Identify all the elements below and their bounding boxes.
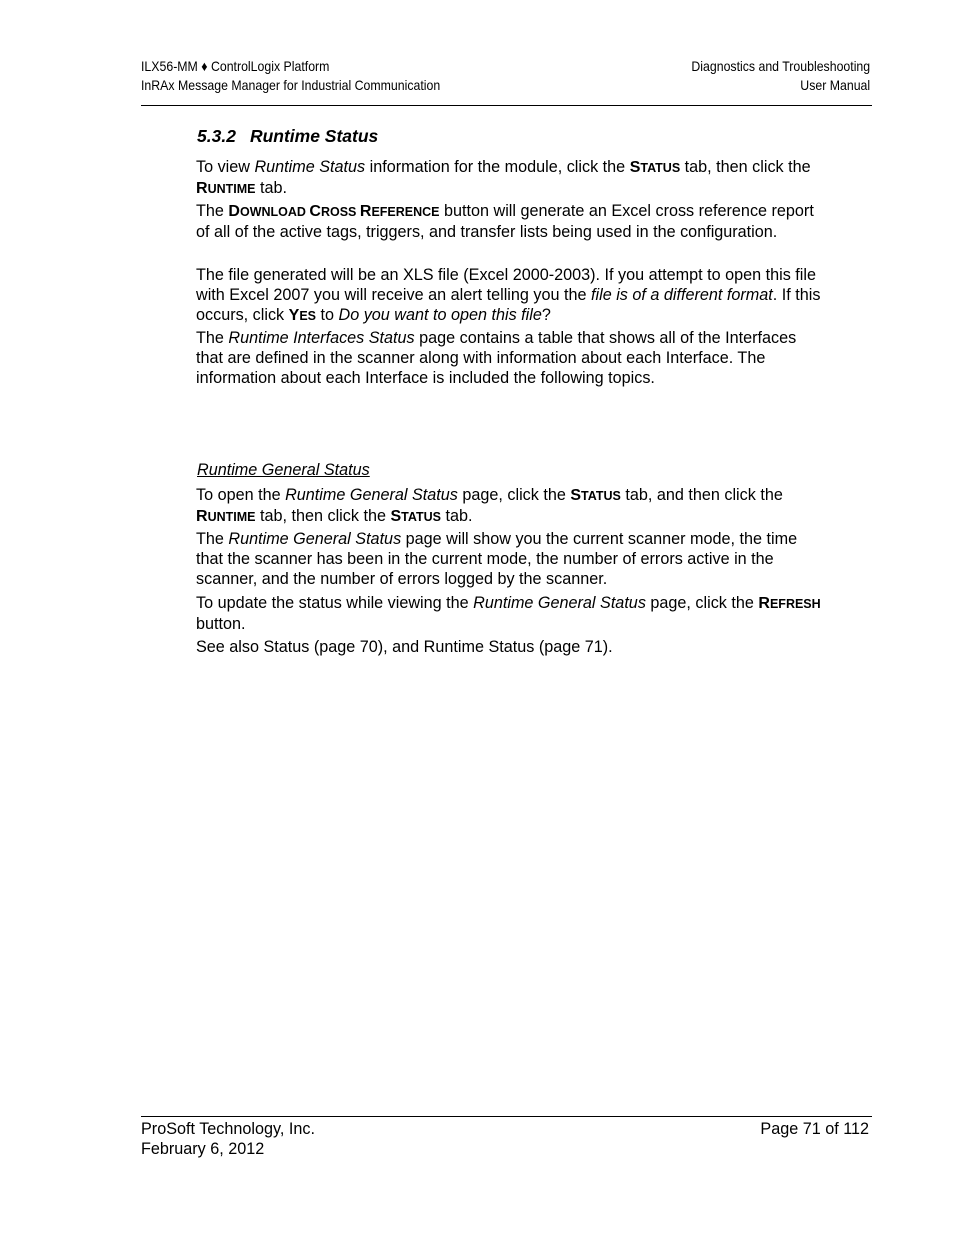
page-header-right: [691, 57, 870, 95]
runtime-tab-ref: RUNTIME: [196, 180, 256, 197]
paragraph-view-runtime-status: To view Runtime Status information for the module, click the STATUS tab, then click the RUNTIME tab.: [196, 158, 811, 197]
paragraph-runtime-interfaces: The Runtime Interfaces Status page contains a table that shows all of the Interfaces that are defined in the scanner along with information about each Interface. The information about each Interface is included the following topics.: [196, 329, 797, 387]
header-divider: [141, 105, 872, 106]
paragraph-download-cross-reference: The DOWNLOAD CROSS REFERENCE button will generate an Excel cross reference report of all of the active tags, triggers, and transfer lists being used in the configuration.: [196, 202, 814, 241]
footer-date: February 6, 2012: [141, 1140, 265, 1158]
header-product-name: InRAx Message Manager for Industrial Communication: [141, 77, 441, 93]
section-heading: [197, 126, 378, 147]
header-manual-type: User Manual: [800, 77, 870, 93]
status-tab-ref: STATUS: [390, 508, 441, 525]
paragraph-xls-file: The file generated will be an XLS file (Excel 2000-2003). If you attempt to open this file with Excel 2007 you will receive an alert telling you the file is of a different format. If this occurs, click YES to Do you want to open this file?: [196, 266, 821, 324]
runtime-tab-ref: RUNTIME: [196, 508, 256, 525]
header-chapter: Diagnostics and Troubleshooting: [691, 58, 870, 74]
section-number: 5.3.2: [197, 126, 236, 146]
footer-company: ProSoft Technology, Inc.: [141, 1120, 315, 1138]
paragraph-refresh: To update the status while viewing the Runtime General Status page, click the REFRESH button.: [196, 594, 821, 633]
status-tab-ref: STATUS: [570, 487, 621, 504]
page-number: Page 71 of 112: [760, 1120, 869, 1138]
header-product-line: ILX56-MM ♦ ControlLogix Platform: [141, 58, 330, 74]
page-header-left: [141, 57, 440, 95]
yes-button-ref: YES: [288, 307, 317, 324]
subheading-runtime-general-status: Runtime General Status: [197, 461, 370, 479]
paragraph-general-status-description: The Runtime General Status page will show you the current scanner mode, the time that the scanner has been in the current mode, the number of errors active in the scanner, and the number of errors logged by the scanner.: [196, 530, 798, 588]
section-title: Runtime Status: [249, 126, 379, 146]
page-footer-left: [141, 1119, 315, 1159]
footer-divider: [141, 1116, 872, 1117]
paragraph-open-general-status: To open the Runtime General Status page, click the STATUS tab, and then click the RUNTIME tab, then click the STATUS tab.: [196, 486, 783, 525]
download-cross-reference-button-ref: DOWNLOAD CROSS REFERENCE: [228, 203, 440, 220]
refresh-button-ref: REFRESH: [758, 595, 821, 612]
status-tab-ref: STATUS: [629, 159, 681, 176]
paragraph-see-also: See also Status (page 70), and Runtime Status (page 71).: [196, 638, 613, 656]
